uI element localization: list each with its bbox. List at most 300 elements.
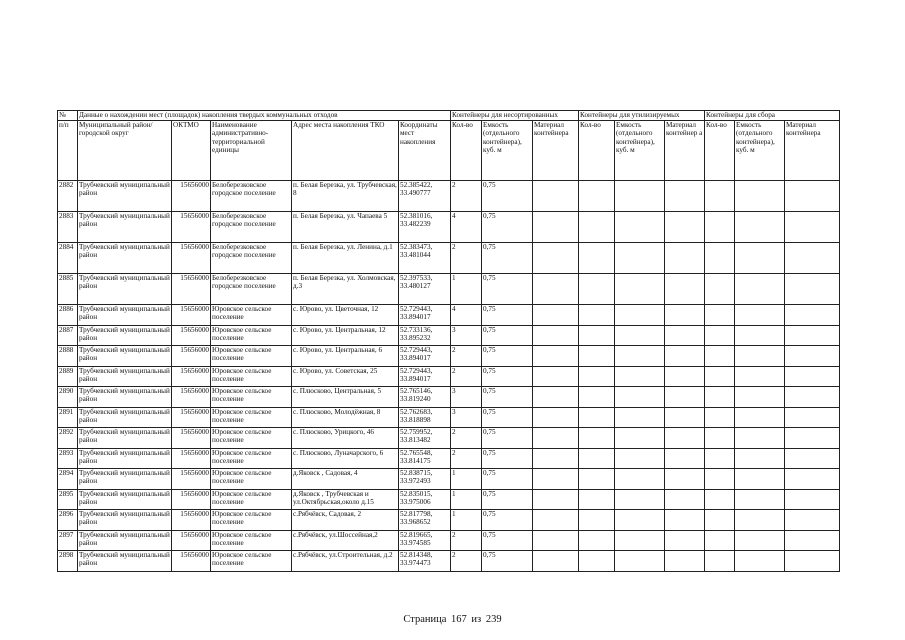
row-empty-cell: [705, 387, 735, 408]
row-qty: 2: [451, 243, 482, 274]
row-empty-cell: [615, 305, 665, 326]
row-number: 2897: [58, 530, 78, 551]
row-empty-cell: [665, 448, 705, 469]
table-row: [58, 387, 840, 408]
row-qty: 2: [451, 366, 482, 387]
row-empty-cell: [705, 428, 735, 449]
row-admin-unit: Белоберезковское городское поселение: [211, 181, 292, 212]
row-admin-unit: Юровское сельское поселение: [211, 387, 292, 408]
row-empty-cell: [579, 469, 615, 490]
row-empty-cell: [785, 274, 840, 305]
header-num-sub: п/п: [58, 121, 78, 181]
row-admin-unit: Белоберезковское городское поселение: [211, 274, 292, 305]
row-empty-cell: [735, 510, 785, 531]
row-empty-cell: [533, 448, 579, 469]
row-coords: 52.383473, 33.481044: [399, 243, 451, 274]
row-empty-cell: [579, 366, 615, 387]
row-empty-cell: [735, 212, 785, 243]
row-district: Трубчевский муниципальный район: [78, 387, 172, 408]
row-admin-unit: Юровское сельское поселение: [211, 325, 292, 346]
row-coords: 52.817798, 33.968652: [399, 510, 451, 531]
row-empty-cell: [735, 181, 785, 212]
row-empty-cell: [735, 387, 785, 408]
header-capacity-2: Емкость (отдельного контейнера), куб. м: [615, 121, 665, 181]
header-capacity-3: Емкость (отдельного контейнера), куб. м: [735, 121, 785, 181]
row-empty-cell: [665, 366, 705, 387]
row-empty-cell: [665, 243, 705, 274]
row-empty-cell: [533, 325, 579, 346]
row-empty-cell: [735, 551, 785, 572]
row-oktmo: 15656000: [172, 469, 211, 490]
row-empty-cell: [735, 305, 785, 326]
header-num: №: [58, 111, 78, 121]
row-address: с. Юрово, ул. Цветочная, 12: [292, 305, 399, 326]
row-capacity: 0,75: [482, 469, 533, 490]
row-address: д.Яковск , Трубчевская и ул.Октябрьская,около д.15: [292, 489, 399, 510]
row-district: Трубчевский муниципальный район: [78, 212, 172, 243]
row-empty-cell: [705, 448, 735, 469]
row-empty-cell: [735, 366, 785, 387]
row-qty: 2: [451, 181, 482, 212]
page-total: 239: [485, 614, 502, 625]
row-district: Трубчевский муниципальный район: [78, 181, 172, 212]
header-group-location: Данные о нахождении мест (площадок) накопления твердых коммунальных отходов: [78, 111, 451, 121]
row-empty-cell: [533, 551, 579, 572]
row-empty-cell: [665, 325, 705, 346]
row-district: Трубчевский муниципальный район: [78, 274, 172, 305]
row-empty-cell: [579, 530, 615, 551]
header-material: Материал контейнера: [533, 121, 579, 181]
row-empty-cell: [785, 407, 840, 428]
row-qty: 2: [451, 448, 482, 469]
row-coords: 52.759952, 33.813482: [399, 428, 451, 449]
row-empty-cell: [705, 346, 735, 367]
row-empty-cell: [533, 530, 579, 551]
header-row-columns: [58, 121, 840, 181]
row-district: Трубчевский муниципальный район: [78, 243, 172, 274]
row-empty-cell: [533, 181, 579, 212]
row-number: 2891: [58, 407, 78, 428]
row-empty-cell: [533, 212, 579, 243]
row-empty-cell: [615, 489, 665, 510]
row-coords: 52.819665, 33.974585: [399, 530, 451, 551]
row-address: с. Юрово, ул. Центральная, 12: [292, 325, 399, 346]
row-number: 2889: [58, 366, 78, 387]
row-capacity: 0,75: [482, 325, 533, 346]
row-capacity: 0,75: [482, 387, 533, 408]
row-empty-cell: [533, 346, 579, 367]
row-empty-cell: [705, 551, 735, 572]
table-row: [58, 305, 840, 326]
row-empty-cell: [665, 346, 705, 367]
row-district: Трубчевский муниципальный район: [78, 428, 172, 449]
row-address: с.Рябчёвск, ул.Шоссейная,2: [292, 530, 399, 551]
row-coords: 52.838715, 33.972493: [399, 469, 451, 490]
row-empty-cell: [665, 510, 705, 531]
row-empty-cell: [785, 448, 840, 469]
row-empty-cell: [615, 407, 665, 428]
row-coords: 52.835015, 33.975006: [399, 489, 451, 510]
row-admin-unit: Юровское сельское поселение: [211, 407, 292, 428]
row-qty: 3: [451, 325, 482, 346]
row-empty-cell: [579, 551, 615, 572]
row-empty-cell: [533, 387, 579, 408]
row-empty-cell: [785, 428, 840, 449]
row-empty-cell: [705, 510, 735, 531]
page-label: Страница: [403, 614, 447, 625]
row-district: Трубчевский муниципальный район: [78, 366, 172, 387]
table-row: [58, 469, 840, 490]
row-address: п. Белая Березка, ул. Трубчевская, 8: [292, 181, 399, 212]
table-row: [58, 274, 840, 305]
header-capacity: Емкость (отдельного контейнера), куб. м: [482, 121, 533, 181]
row-empty-cell: [533, 274, 579, 305]
row-admin-unit: Юровское сельское поселение: [211, 428, 292, 449]
row-admin-unit: Юровское сельское поселение: [211, 489, 292, 510]
row-capacity: 0,75: [482, 489, 533, 510]
table-row: [58, 530, 840, 551]
header-group-collect: Контейнеры для сбора: [705, 111, 840, 121]
page-current: 167: [451, 614, 467, 625]
row-number: 2894: [58, 469, 78, 490]
row-empty-cell: [785, 387, 840, 408]
row-empty-cell: [615, 551, 665, 572]
table-row: [58, 489, 840, 510]
row-empty-cell: [735, 469, 785, 490]
page-footer: [0, 614, 905, 625]
row-empty-cell: [705, 274, 735, 305]
row-qty: 2: [451, 551, 482, 572]
row-address: с. Плюсково, Урицкого, 46: [292, 428, 399, 449]
row-empty-cell: [785, 305, 840, 326]
row-qty: 1: [451, 510, 482, 531]
row-oktmo: 15656000: [172, 407, 211, 428]
row-district: Трубчевский муниципальный район: [78, 448, 172, 469]
row-address: п. Белая Березка, ул. Ленина, д.1: [292, 243, 399, 274]
row-admin-unit: Юровское сельское поселение: [211, 469, 292, 490]
row-coords: 52.729443, 33.894017: [399, 346, 451, 367]
row-empty-cell: [579, 448, 615, 469]
row-empty-cell: [579, 243, 615, 274]
header-qty-3: Кол-во: [705, 121, 735, 181]
row-empty-cell: [665, 274, 705, 305]
row-district: Трубчевский муниципальный район: [78, 489, 172, 510]
row-admin-unit: Юровское сельское поселение: [211, 530, 292, 551]
row-number: 2895: [58, 489, 78, 510]
row-capacity: 0,75: [482, 510, 533, 531]
row-address: с. Юрово, ул. Центральная, 6: [292, 346, 399, 367]
row-capacity: 0,75: [482, 428, 533, 449]
row-coords: 52.765146, 33.819240: [399, 387, 451, 408]
row-empty-cell: [665, 489, 705, 510]
header-row-groups: [58, 111, 840, 121]
row-empty-cell: [579, 181, 615, 212]
row-oktmo: 15656000: [172, 346, 211, 367]
row-coords: 52.385422, 33.490777: [399, 181, 451, 212]
row-admin-unit: Юровское сельское поселение: [211, 510, 292, 531]
header-address: Адрес места накопления ТКО: [292, 121, 399, 181]
row-empty-cell: [665, 407, 705, 428]
row-oktmo: 15656000: [172, 551, 211, 572]
row-address: с. Плюсково, Центральная, 5: [292, 387, 399, 408]
row-empty-cell: [615, 325, 665, 346]
row-number: 2883: [58, 212, 78, 243]
row-empty-cell: [579, 387, 615, 408]
row-number: 2886: [58, 305, 78, 326]
row-number: 2885: [58, 274, 78, 305]
row-qty: 2: [451, 428, 482, 449]
row-address: с. Юрово, ул. Советская, 25: [292, 366, 399, 387]
row-empty-cell: [615, 212, 665, 243]
row-qty: 4: [451, 212, 482, 243]
header-material-3: Материал контейнера: [785, 121, 840, 181]
row-empty-cell: [785, 181, 840, 212]
row-empty-cell: [735, 489, 785, 510]
row-qty: 1: [451, 274, 482, 305]
row-number: 2896: [58, 510, 78, 531]
row-district: Трубчевский муниципальный район: [78, 551, 172, 572]
row-coords: 52.381016, 33.482239: [399, 212, 451, 243]
row-empty-cell: [665, 530, 705, 551]
row-empty-cell: [533, 489, 579, 510]
row-capacity: 0,75: [482, 551, 533, 572]
row-district: Трубчевский муниципальный район: [78, 325, 172, 346]
row-empty-cell: [665, 551, 705, 572]
row-empty-cell: [579, 305, 615, 326]
row-oktmo: 15656000: [172, 489, 211, 510]
table-row: [58, 510, 840, 531]
row-empty-cell: [705, 305, 735, 326]
row-empty-cell: [615, 530, 665, 551]
row-address: с. Плюсково, Луначарского, 6: [292, 448, 399, 469]
row-address: п. Белая Березка, ул. Холмовская, д.3: [292, 274, 399, 305]
row-empty-cell: [615, 469, 665, 490]
row-capacity: 0,75: [482, 274, 533, 305]
row-empty-cell: [785, 243, 840, 274]
row-empty-cell: [705, 489, 735, 510]
row-empty-cell: [615, 510, 665, 531]
row-capacity: 0,75: [482, 181, 533, 212]
row-coords: 52.814348, 33.974473: [399, 551, 451, 572]
row-district: Трубчевский муниципальный район: [78, 530, 172, 551]
row-district: Трубчевский муниципальный район: [78, 469, 172, 490]
row-admin-unit: Юровское сельское поселение: [211, 551, 292, 572]
row-empty-cell: [705, 243, 735, 274]
table-row: [58, 448, 840, 469]
row-qty: 3: [451, 407, 482, 428]
row-empty-cell: [785, 212, 840, 243]
row-empty-cell: [615, 448, 665, 469]
row-admin-unit: Белоберезковское городское поселение: [211, 243, 292, 274]
row-empty-cell: [705, 530, 735, 551]
header-district: Муниципальный район/городской округ: [78, 121, 172, 181]
row-district: Трубчевский муниципальный район: [78, 510, 172, 531]
row-empty-cell: [579, 489, 615, 510]
row-district: Трубчевский муниципальный район: [78, 407, 172, 428]
table-row: [58, 181, 840, 212]
table-row: [58, 346, 840, 367]
row-qty: 1: [451, 489, 482, 510]
row-number: 2884: [58, 243, 78, 274]
row-empty-cell: [785, 366, 840, 387]
row-empty-cell: [533, 510, 579, 531]
row-oktmo: 15656000: [172, 243, 211, 274]
row-empty-cell: [579, 510, 615, 531]
row-admin-unit: Юровское сельское поселение: [211, 305, 292, 326]
header-material-2: Материал контейнер а: [665, 121, 705, 181]
row-empty-cell: [579, 346, 615, 367]
row-address: с.Рябчёвск, ул.Строительная, д.2: [292, 551, 399, 572]
row-coords: 52.733136, 33.895232: [399, 325, 451, 346]
row-empty-cell: [615, 243, 665, 274]
header-group-unsorted: Контейнеры для несортированных: [451, 111, 579, 121]
row-empty-cell: [735, 530, 785, 551]
row-number: 2887: [58, 325, 78, 346]
row-capacity: 0,75: [482, 407, 533, 428]
row-empty-cell: [579, 428, 615, 449]
row-empty-cell: [785, 489, 840, 510]
row-number: 2898: [58, 551, 78, 572]
row-address: п. Белая Березка, ул. Чапаева 5: [292, 212, 399, 243]
row-capacity: 0,75: [482, 212, 533, 243]
header-qty-2: Кол-во: [579, 121, 615, 181]
row-empty-cell: [533, 407, 579, 428]
waste-sites-table: [57, 110, 840, 572]
row-admin-unit: Юровское сельское поселение: [211, 366, 292, 387]
row-oktmo: 15656000: [172, 274, 211, 305]
row-empty-cell: [533, 366, 579, 387]
row-qty: 2: [451, 346, 482, 367]
row-oktmo: 15656000: [172, 530, 211, 551]
row-oktmo: 15656000: [172, 448, 211, 469]
row-empty-cell: [705, 407, 735, 428]
row-empty-cell: [785, 530, 840, 551]
row-empty-cell: [579, 325, 615, 346]
row-qty: 2: [451, 530, 482, 551]
row-oktmo: 15656000: [172, 181, 211, 212]
row-coords: 52.397533, 33.480127: [399, 274, 451, 305]
row-capacity: 0,75: [482, 305, 533, 326]
row-capacity: 0,75: [482, 530, 533, 551]
row-admin-unit: Белоберезковское городское поселение: [211, 212, 292, 243]
row-empty-cell: [579, 274, 615, 305]
page-of: из: [471, 614, 482, 625]
table-row: [58, 551, 840, 572]
row-empty-cell: [735, 407, 785, 428]
row-address: с.Рябчёвск, Садовая, 2: [292, 510, 399, 531]
row-capacity: 0,75: [482, 243, 533, 274]
row-oktmo: 15656000: [172, 510, 211, 531]
row-empty-cell: [665, 305, 705, 326]
row-empty-cell: [735, 346, 785, 367]
row-empty-cell: [579, 212, 615, 243]
header-oktmo: ОКТМО: [172, 121, 211, 181]
table-row: [58, 428, 840, 449]
row-address: д.Яковск , Садовая, 4: [292, 469, 399, 490]
row-empty-cell: [615, 428, 665, 449]
row-empty-cell: [785, 551, 840, 572]
row-empty-cell: [665, 212, 705, 243]
row-district: Трубчевский муниципальный район: [78, 305, 172, 326]
row-capacity: 0,75: [482, 448, 533, 469]
header-group-recycle: Контейнеры для утилизируемых: [579, 111, 705, 121]
row-empty-cell: [615, 346, 665, 367]
header-coords: Координаты мест накопления: [399, 121, 451, 181]
row-coords: 52.729443, 33.894017: [399, 305, 451, 326]
table-row: [58, 212, 840, 243]
row-empty-cell: [735, 243, 785, 274]
row-qty: 4: [451, 305, 482, 326]
row-address: с. Плюсково, Молодёжная, 8: [292, 407, 399, 428]
table-row: [58, 407, 840, 428]
row-admin-unit: Юровское сельское поселение: [211, 448, 292, 469]
row-empty-cell: [735, 325, 785, 346]
row-number: 2890: [58, 387, 78, 408]
row-empty-cell: [705, 366, 735, 387]
row-empty-cell: [579, 407, 615, 428]
row-coords: 52.765548, 33.814175: [399, 448, 451, 469]
row-empty-cell: [785, 510, 840, 531]
row-district: Трубчевский муниципальный район: [78, 346, 172, 367]
row-qty: 3: [451, 387, 482, 408]
row-oktmo: 15656000: [172, 387, 211, 408]
row-empty-cell: [705, 212, 735, 243]
row-empty-cell: [735, 274, 785, 305]
row-capacity: 0,75: [482, 346, 533, 367]
table-row: [58, 325, 840, 346]
row-empty-cell: [785, 346, 840, 367]
row-oktmo: 15656000: [172, 366, 211, 387]
row-empty-cell: [665, 469, 705, 490]
row-empty-cell: [735, 428, 785, 449]
table-row: [58, 366, 840, 387]
row-empty-cell: [705, 325, 735, 346]
row-number: 2888: [58, 346, 78, 367]
row-admin-unit: Юровское сельское поселение: [211, 346, 292, 367]
row-number: 2893: [58, 448, 78, 469]
row-number: 2882: [58, 181, 78, 212]
row-empty-cell: [533, 428, 579, 449]
row-empty-cell: [785, 469, 840, 490]
header-qty: Кол-во: [451, 121, 482, 181]
row-empty-cell: [705, 181, 735, 212]
row-empty-cell: [615, 181, 665, 212]
row-oktmo: 15656000: [172, 428, 211, 449]
row-empty-cell: [615, 366, 665, 387]
row-number: 2892: [58, 428, 78, 449]
row-empty-cell: [665, 387, 705, 408]
row-oktmo: 15656000: [172, 325, 211, 346]
row-capacity: 0,75: [482, 366, 533, 387]
row-empty-cell: [785, 325, 840, 346]
row-oktmo: 15656000: [172, 212, 211, 243]
row-oktmo: 15656000: [172, 305, 211, 326]
row-empty-cell: [533, 243, 579, 274]
row-empty-cell: [533, 469, 579, 490]
row-empty-cell: [665, 428, 705, 449]
row-empty-cell: [735, 448, 785, 469]
row-coords: 52.762683, 33.818898: [399, 407, 451, 428]
header-admin-unit: Наименование административно-территориальной единицы: [211, 121, 292, 181]
row-empty-cell: [615, 387, 665, 408]
row-empty-cell: [665, 181, 705, 212]
row-empty-cell: [705, 469, 735, 490]
row-empty-cell: [533, 305, 579, 326]
row-qty: 1: [451, 469, 482, 490]
table-row: [58, 243, 840, 274]
row-empty-cell: [615, 274, 665, 305]
row-coords: 52.729443, 33.894017: [399, 366, 451, 387]
